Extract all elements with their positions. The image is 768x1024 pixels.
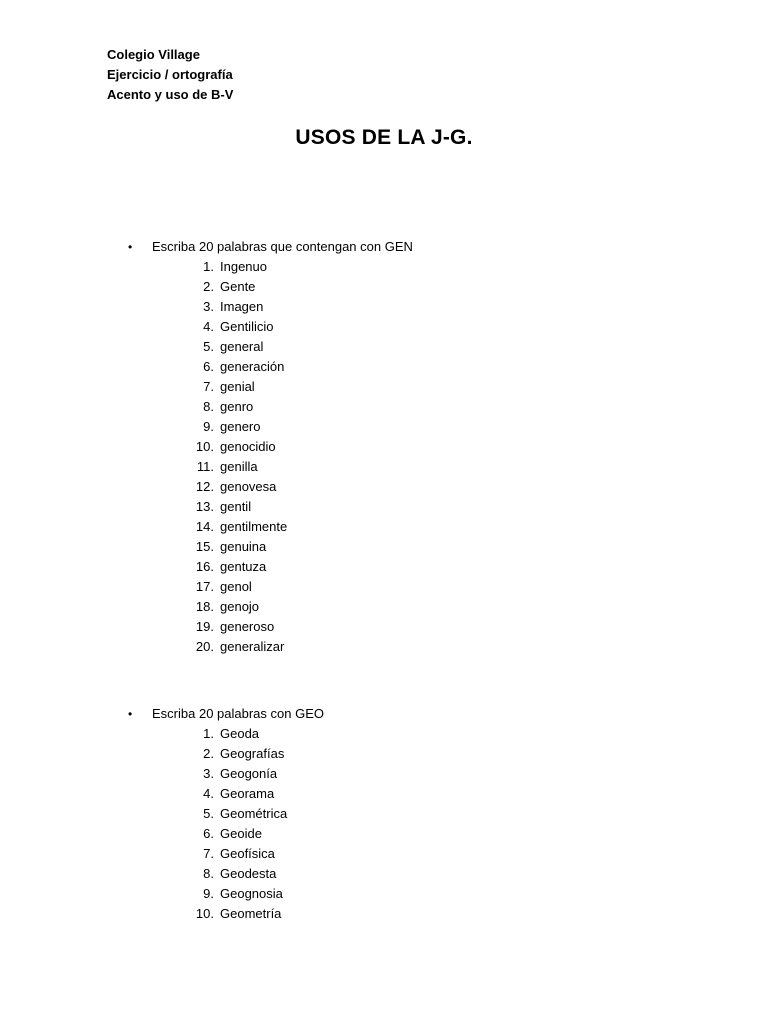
word-list [0, 257, 768, 657]
section-prompt-row [0, 704, 768, 724]
list-item [0, 637, 768, 657]
list-item [0, 764, 768, 784]
item-word: gentilmente [220, 519, 288, 534]
item-number: 14. [195, 519, 214, 534]
item-number: 3. [203, 766, 214, 781]
list-item [0, 884, 768, 904]
list-item [0, 417, 768, 437]
item-word: genial [220, 379, 255, 394]
item-word: general [220, 339, 264, 354]
list-item [0, 724, 768, 744]
document-header [107, 45, 233, 105]
item-word: Ingenuo [220, 259, 267, 274]
list-item [0, 337, 768, 357]
item-word: generalizar [220, 639, 285, 654]
section-gen [0, 237, 768, 657]
list-item [0, 477, 768, 497]
item-word: Geografías [220, 746, 285, 761]
document-title: USOS DE LA J-G. [295, 126, 473, 149]
item-number: 20. [195, 639, 214, 654]
item-word: Gente [220, 279, 256, 294]
item-number: 11. [196, 459, 214, 474]
list-item [0, 437, 768, 457]
item-number: 6. [203, 826, 214, 841]
bullet-icon: • [128, 707, 133, 721]
list-item [0, 617, 768, 637]
section-geo [0, 704, 768, 924]
word-list [0, 724, 768, 924]
list-item [0, 257, 768, 277]
list-item [0, 557, 768, 577]
item-number: 17. [195, 579, 214, 594]
item-word: genocidio [220, 439, 276, 454]
item-number: 5. [203, 339, 214, 354]
item-number: 7. [203, 379, 214, 394]
item-number: 16. [195, 559, 214, 574]
item-number: 9. [203, 419, 214, 434]
item-number: 8. [203, 866, 214, 881]
list-item [0, 357, 768, 377]
list-item [0, 377, 768, 397]
item-word: genro [220, 399, 254, 414]
item-word: gentil [220, 499, 252, 514]
item-number: 13. [195, 499, 214, 514]
list-item [0, 297, 768, 317]
item-word: genovesa [220, 479, 277, 494]
item-number: 10. [195, 906, 214, 921]
item-word: generoso [220, 619, 275, 634]
item-word: Geoda [220, 726, 260, 741]
list-item [0, 277, 768, 297]
item-number: 1. [203, 726, 214, 741]
list-item [0, 844, 768, 864]
item-word: Geofísica [220, 846, 275, 861]
item-number: 4. [203, 786, 214, 801]
item-word: Geoide [220, 826, 262, 841]
list-item [0, 784, 768, 804]
item-word: Imagen [220, 299, 264, 314]
list-item [0, 864, 768, 884]
school-name: Colegio Village [107, 47, 200, 62]
list-item [0, 904, 768, 924]
item-word: Geognosia [220, 886, 283, 901]
item-number: 8. [203, 399, 214, 414]
list-item [0, 537, 768, 557]
item-number: 9. [203, 886, 214, 901]
item-word: Geodesta [220, 866, 277, 881]
item-number: 18. [195, 599, 214, 614]
item-number: 2. [203, 279, 214, 294]
item-number: 15. [195, 539, 214, 554]
item-word: genojo [220, 599, 260, 614]
section-prompt-row [0, 237, 768, 257]
list-item [0, 824, 768, 844]
item-number: 3. [203, 299, 214, 314]
item-number: 10. [195, 439, 214, 454]
topic-line: Acento y uso de B-V [107, 87, 234, 102]
list-item [0, 577, 768, 597]
list-item [0, 317, 768, 337]
list-item [0, 397, 768, 417]
item-word: genilla [220, 459, 258, 474]
item-word: generación [220, 359, 285, 374]
list-item [0, 457, 768, 477]
item-word: Geogonía [220, 766, 278, 781]
item-word: genol [220, 579, 252, 594]
item-number: 2. [203, 746, 214, 761]
item-number: 4. [203, 319, 214, 334]
item-word: Georama [220, 786, 275, 801]
list-item [0, 497, 768, 517]
item-word: genuina [220, 539, 267, 554]
section-prompt: Escriba 20 palabras que contengan con GEN [152, 239, 413, 254]
item-number: 1. [203, 259, 214, 274]
item-number: 5. [203, 806, 214, 821]
item-word: Geométrica [220, 806, 288, 821]
item-word: Gentilicio [220, 319, 274, 334]
item-word: genero [220, 419, 261, 434]
item-number: 6. [203, 359, 214, 374]
list-item [0, 804, 768, 824]
item-number: 12. [195, 479, 214, 494]
item-word: Geometría [220, 906, 282, 921]
item-number: 7. [203, 846, 214, 861]
list-item [0, 517, 768, 537]
item-word: gentuza [220, 559, 267, 574]
list-item [0, 597, 768, 617]
exercise-line: Ejercicio / ortografía [107, 67, 233, 82]
list-item [0, 744, 768, 764]
bullet-icon: • [128, 240, 133, 254]
section-prompt: Escriba 20 palabras con GEO [152, 706, 324, 721]
item-number: 19. [195, 619, 214, 634]
